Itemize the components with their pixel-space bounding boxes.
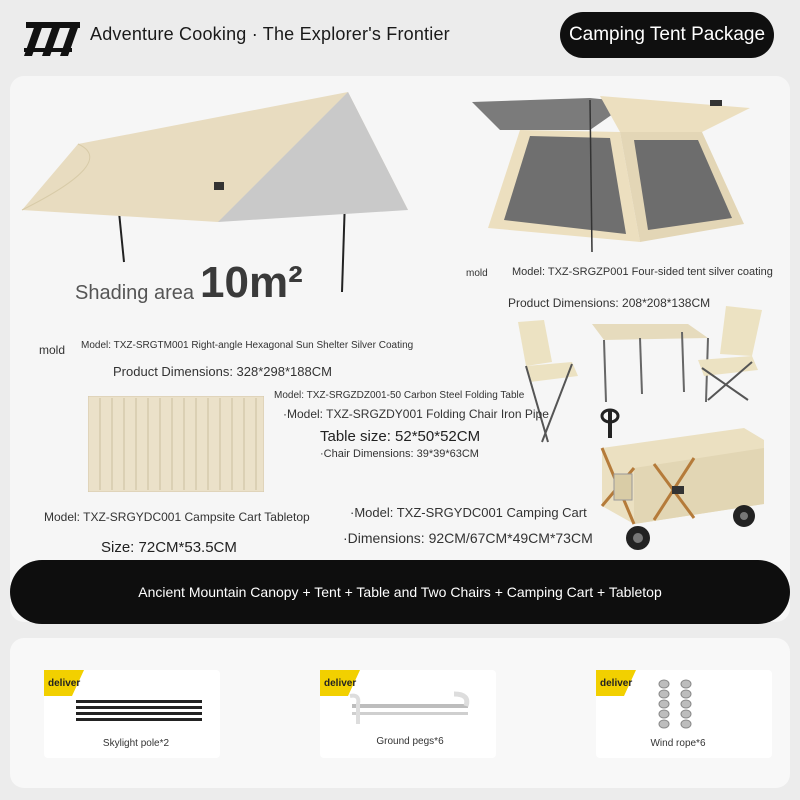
chair-model: ·Model: TXZ-SRGZDY001 Folding Chair Iron Pipe: [283, 407, 549, 421]
shelter-mold-label: mold: [39, 343, 66, 357]
tabletop-size: Size: 72CM*53.5CM: [101, 539, 237, 556]
accessory-label: Wind rope*6: [650, 738, 706, 749]
shading-area-value: 10m²: [200, 258, 303, 307]
tent-model: Model: TXZ-SRGZP001 Four-sided tent silver coating: [512, 266, 773, 278]
tent-mold-label: mold: [466, 268, 488, 279]
ground-pegs-icon: [346, 690, 476, 726]
chair-dimensions: ·Chair Dimensions: 39*39*63CM: [320, 448, 479, 460]
deliver-tag: deliver: [324, 678, 357, 689]
table-size: Table size: 52*50*52CM: [320, 428, 481, 445]
package-contents-banner: Ancient Mountain Canopy + Tent + Table and Two Chairs + Camping Cart + Tabletop: [10, 560, 790, 624]
cart-model: ·Model: TXZ-SRGYDC001 Camping Cart: [350, 505, 587, 520]
skylight-pole-icon: [74, 698, 204, 722]
shelter-model: Model: TXZ-SRGTM001 Right-angle Hexagonal Sun Shelter Silver Coating: [81, 340, 414, 351]
accessory-label: Ground pegs*6: [376, 736, 444, 747]
shelter-dimensions: Product Dimensions: 328*298*188CM: [113, 364, 332, 379]
brand-title: Adventure Cooking · The Explorer's Frontier: [90, 24, 450, 44]
deliver-tag: deliver: [48, 678, 81, 689]
wind-rope-icon: [652, 676, 700, 736]
camping-cart-image: [594, 408, 774, 556]
shading-area-label: Shading area: [75, 282, 194, 304]
accessory-label: Skylight pole*2: [102, 738, 170, 749]
tent-image: [470, 92, 770, 252]
deliver-tag: deliver: [600, 678, 633, 689]
package-label: Camping Tent Package: [560, 12, 774, 58]
tabletop-image: [88, 396, 264, 492]
tent-dimensions: Product Dimensions: 208*208*138CM: [508, 296, 711, 310]
table-model: Model: TXZ-SRGZDZ001-50 Carbon Steel Folding Table: [274, 390, 525, 401]
brand-logo-icon: [22, 18, 84, 58]
tabletop-model: Model: TXZ-SRGYDC001 Campsite Cart Tabletop: [44, 510, 310, 524]
cart-dimensions: ·Dimensions: 92CM/67CM*49CM*73CM: [343, 530, 593, 546]
